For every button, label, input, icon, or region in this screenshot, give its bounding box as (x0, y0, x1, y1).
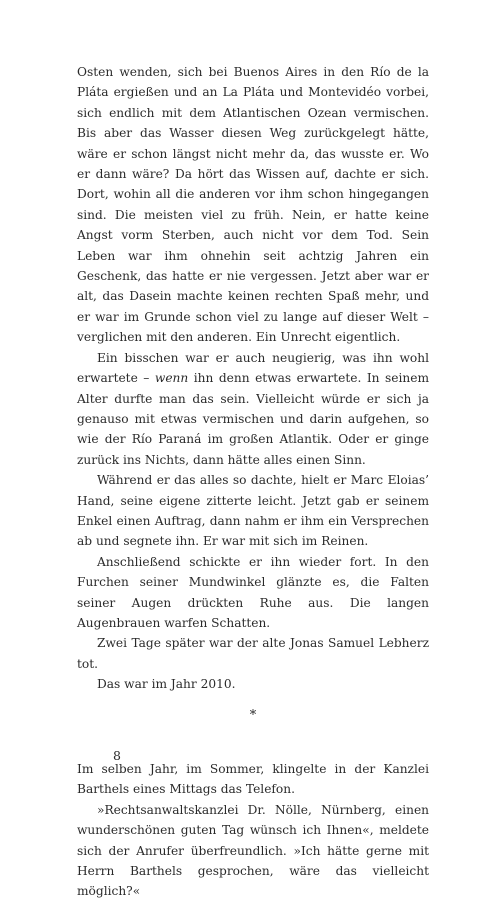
paragraph-1: Osten wenden, sich bei Buenos Aires in den Río de la Pláta ergießen und an La Pláta und Montevidéo vorbei, sich endlich mit dem Atlantischen Ozean vermischen. Bis aber das Wasser diesen Weg zurückgelegt hätte, wäre er schon längst nicht mehr da, das wusste er. Wo er dann wäre? Da hört das Wissen auf, dachte er sich. Dort, wohin all die anderen vor ihm schon hingegangen sind. Die meisten viel zu früh. Nein, er hatte keine Angst vorm Sterben, auch nicht vor dem Tod. Sein Leben war ihm ohnehin seit achtzig Jahren ein Geschenk, das hatte er nie vergessen. Jetzt aber war er alt, das Dasein machte keinen rechten Spaß mehr, und er war im Grunde schon viel zu lange auf dieser Welt – verglichen mit den anderen. Ein Unrecht eigentlich. (77, 65, 429, 345)
emphasis-wenn: wenn (154, 371, 189, 386)
paragraph-8: »Rechtsanwaltskanzlei Dr. Nölle, Nürnberg, einen wunderschönen guten Tag wünsch ich Ihnen«, meldete sich der Anrufer überfreundlich. »Ich hätte gerne mit Herrn Barthels gesprochen, wäre das vielleicht möglich?« (77, 802, 429, 899)
paragraph-7: Im selben Jahr, im Sommer, klingelte in der Kanzlei Barthels eines Mittags das Telefon. (77, 762, 429, 797)
paragraph-2-end: ihn denn etwas erwartete. In seinem Alter durfte man das sein. Vielleicht würde er sich ja genauso mit etwas vermischen und darin aufgehen, so wie der Río Paraná im großen Atlantik. Oder er ginge zurück ins Nichts, dann hätte alles einen Sinn. (77, 371, 430, 467)
paragraph-6: Das war im Jahr 2010. (97, 677, 236, 692)
section-separator: * (249, 707, 257, 723)
body-text (77, 62, 429, 902)
paragraph-2-start: Ein bisschen war er auch neugierig, was ihn wohl erwartete – (77, 350, 429, 386)
paragraph-2 (77, 348, 429, 470)
paragraph-4: Anschließend schickte er ihn wieder fort. In den Furchen seiner Mundwinkel glänzte es, die Falten seiner Augen drückten Ruhe aus. Die langen Augenbrauen warfen Schatten. (77, 554, 429, 630)
paragraph-3: Während er das alles so dachte, hielt er Marc Eloias’ Hand, seine eigene zitterte leicht. Jetzt gab er seinem Enkel einen Auftrag, dann nahm er ihm ein Versprechen ab und segnete ihn. Er war mit sich im Reinen. (77, 473, 429, 549)
page-number: 8 (113, 748, 121, 763)
paragraph-5: Zwei Tage später war der alte Jonas Samuel Lebherz tot. (77, 636, 429, 671)
